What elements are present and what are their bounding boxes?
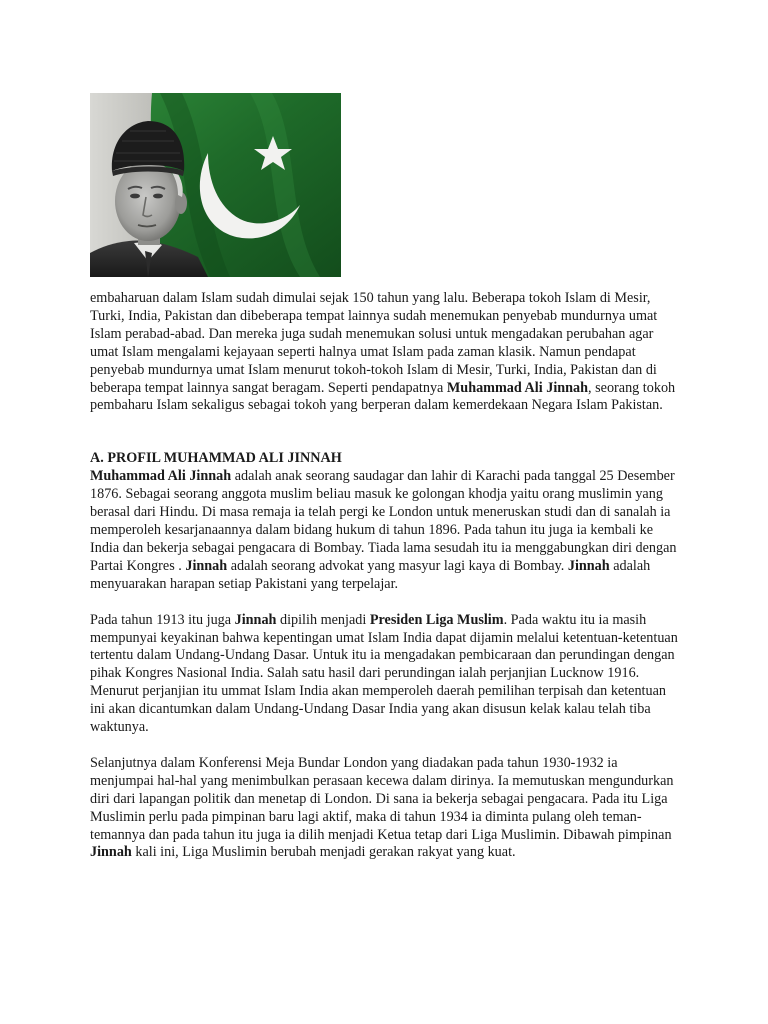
p2-text-3: . Pada waktu itu ia masih mempunyai keyakinan bahwa kepentingan umat Islam India dapat dijamin melalui ketentuan-ketentuan tertentu dalam Undang-Undang Dasar. Untuk itu ia mengadakan pembicaraan dan perundingan dengan pihak Kongres Nasional India. Salah satu hasil dari perundingan ialah perjanjian Lucknow 1916. Menurut perjanjian itu ummat Islam India akan memperoleh daerah pemilihan terpisah dan ketentuan ini akan dicantumkan dalam Undang-Undang Dasar India yang akan disusun kelak kalau telah tiba waktunya.: [90, 611, 678, 736]
p3-text-2: kali ini, Liga Muslimin berubah menjadi gerakan rakyat yang kuat.: [131, 844, 516, 861]
intro-text-1: embaharuan dalam Islam sudah dimulai sejak 150 tahun yang lalu. Beberapa tokoh Islam di Mesir, Turki, India, Pakistan dan dibeberapa tempat lainnya sudah menemukan penyebab mundurnya umat Islam perabad-abad. Dan mereka juga sudah menemukan solusi untuk mengadakan perubahan agar umat Islam mengalami kejayaan seperti halnya umat Islam pada zaman klasik. Namun pendapat penyebab mundurnya umat Islam menurut tokoh-tokoh Islam di Mesir, Turki, India, Pakistan dan di beberapa tempat lainnya sangat beragam. Seperti pendapatnya: [90, 290, 658, 396]
p1-bold-jinnah-2: Jinnah: [567, 557, 610, 574]
p1-text-2: adalah seorang advokat yang masyur lagi kaya di Bombay.: [227, 557, 568, 574]
profile-paragraph-3: [90, 755, 678, 862]
p2-bold-jinnah: Jinnah: [234, 611, 277, 628]
intro-bold-name: Muhammad Ali Jinnah: [446, 379, 589, 396]
profile-paragraph-1: [90, 468, 678, 593]
intro-text-2: , seorang tokoh pembaharu Islam sekaligus sebagai tokoh yang berperan dalam kemerdekaan Negara Islam Pakistan.: [90, 379, 676, 414]
p2-bold-presiden: Presiden Liga Muslim: [369, 611, 504, 628]
intro-paragraph: [90, 290, 678, 415]
document-content: [90, 93, 678, 862]
p3-bold-jinnah: Jinnah: [90, 844, 132, 861]
p1-bold-name: Muhammad Ali Jinnah: [90, 468, 232, 485]
p1-bold-jinnah-1: Jinnah: [185, 557, 228, 574]
profile-paragraph-2: [90, 612, 678, 737]
section-heading: A. PROFIL MUHAMMAD ALI JINNAH: [90, 450, 342, 467]
portrait-with-flag-image: [90, 93, 341, 277]
p3-text-1: Selanjutnya dalam Konferensi Meja Bundar London yang diadakan pada tahun 1930-1932 ia menjumpai hal-hal yang menimbulkan perasaan kecewa dalam dirinya. Ia memutuskan mengundurkan diri dari lapangan politik dan menetap di London. Di sana ia bekerja sebagai pengacara. Pada itu Liga Muslimin perlu pada pimpinan baru lagi aktif, maka di tahun 1934 ia diminta pulang oleh teman-temannya dan pada tahun itu juga ia dilih menjadi Ketua tetap dari Liga Muslimin. Dibawah pimpinan: [90, 754, 674, 843]
p2-text-1: Pada tahun 1913 itu juga: [90, 611, 235, 628]
p1-text-1: adalah anak seorang saudagar dan lahir di Karachi pada tanggal 25 Desember 1876. Sebagai seorang anggota muslim beliau masuk ke golongan khodja yaitu orang muslimin yang berasal dari Hindu. Di masa remaja ia telah pergi ke London untuk meneruskan studi dan di sanalah ia memperoleh kesarjanaannya dalam bidang hukum di tahun 1896. Pada tahun itu juga ia kembali ke India dan bekerja sebagai pengacara di Bombay. Tiada lama sesudah itu ia menggabungkan diri dengan Partai Kongres .: [90, 468, 677, 574]
p2-text-2: dipilih menjadi: [276, 611, 370, 628]
p1-text-3: adalah menyuarakan harapan setiap Pakistani yang terpelajar.: [90, 557, 651, 592]
